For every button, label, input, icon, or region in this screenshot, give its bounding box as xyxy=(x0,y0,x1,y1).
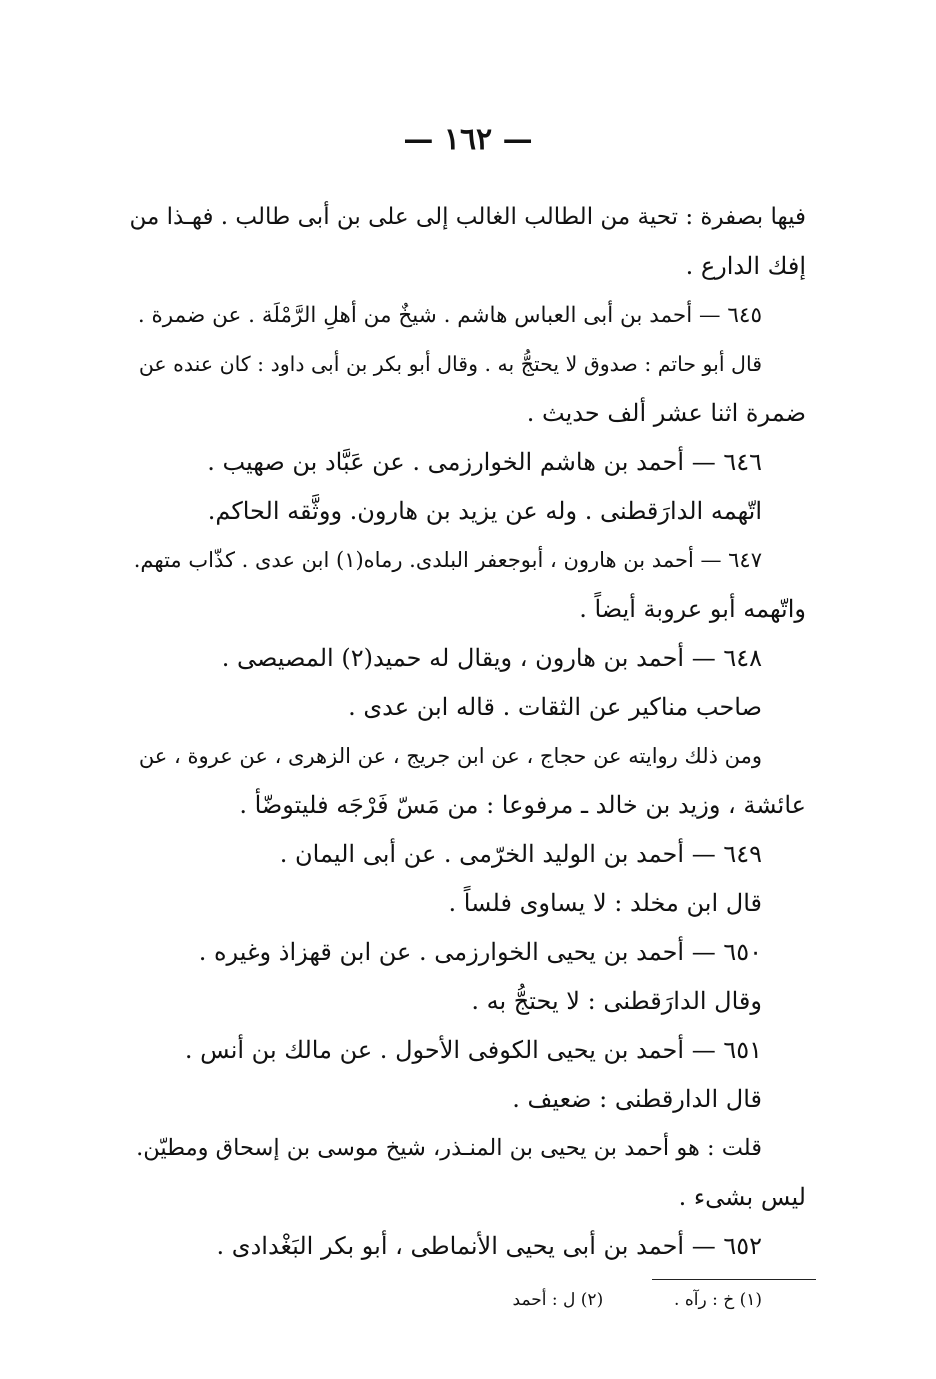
text-line: ٦٥٢ — أحمد بن أبى يحيى الأنماطى ، أبو بكر البَغْدادى . xyxy=(216,1232,762,1260)
text-line: ٦٤٩ — أحمد بن الوليد الخرّمى . عن أبى اليمان . xyxy=(279,840,762,868)
text-line: ٦٤٦ — أحمد بن هاشم الخوارزمى . عن عَبَّاد بن صهيب . xyxy=(207,448,762,476)
text-line: قال الدارقطنى : ضعيف . xyxy=(512,1085,762,1113)
footnotes xyxy=(513,1290,762,1310)
text-line: إفك الدارع . xyxy=(685,252,806,280)
text-line: ليس بشىء . xyxy=(678,1183,806,1211)
text-line: ٦٤٨ — أحمد بن هارون ، ويقال له حميد(٢) المصيصى . xyxy=(221,644,762,672)
footnote-rule xyxy=(652,1279,816,1280)
text-line: قلت : هو أحمد بن يحيى بن المنـذر، شيخ موسى بن إسحاق ومطيّن. xyxy=(136,1135,762,1161)
text-line: ٦٤٧ — أحمد بن هارون ، أبوجعفر البلدى. رماه(١) ابن عدى . كذّاب متهم. xyxy=(133,548,762,572)
text-line: وقال الدارَقطنى : لا يحتجُّ به . xyxy=(471,987,762,1015)
text-line: اتّهمه الدارَقطنى . وله عن يزيد بن هارون. ووثَّقه الحاكم. xyxy=(207,497,762,525)
text-line: عائشة ، وزيد بن خالد ـ مرفوعا : من مَسّ فَرْجَه فليتوضّأ . xyxy=(239,791,806,819)
text-line: فيها بصفرة : تحية من الطالب الغالب إلى على بن أبى طالب . فهـذا من xyxy=(130,204,806,230)
main-text xyxy=(130,193,806,1271)
page-number: — ١٦٢ — xyxy=(403,122,533,157)
text-line: ومن ذلك روايته عن حجاج ، عن ابن جريج ، عن الزهرى ، عن عروة ، عن xyxy=(138,744,762,768)
footnote-1: (١) خ : رآه . xyxy=(674,1290,762,1310)
text-line: ٦٤٥ — أحمد بن أبى العباس هاشم . شيخٌ من أهلِ الرَّمْلَة . عن ضمرة . xyxy=(137,303,762,328)
text-line: قال ابن مخلد : لا يساوى فلساً . xyxy=(448,889,762,917)
text-line: واتّهمه أبو عروبة أيضاً . xyxy=(579,595,806,623)
text-line: ٦٥٠ — أحمد بن يحيى الخوارزمى . عن ابن قهزاذ وغيره . xyxy=(198,938,762,966)
text-line: صاحب مناكير عن الثقات . قاله ابن عدى . xyxy=(348,693,762,721)
text-line: قال أبو حاتم : صدوق لا يحتجُّ به . وقال أبو بكر بن أبى داود : كان عنده عن xyxy=(138,352,762,376)
footnote-2: (٢) ل : أحمد xyxy=(512,1290,604,1310)
text-line: ضمرة اثنا عشر ألف حديث . xyxy=(526,399,806,427)
text-line: ٦٥١ — أحمد بن يحيى الكوفى الأحول . عن مالك بن أنس . xyxy=(184,1036,762,1064)
